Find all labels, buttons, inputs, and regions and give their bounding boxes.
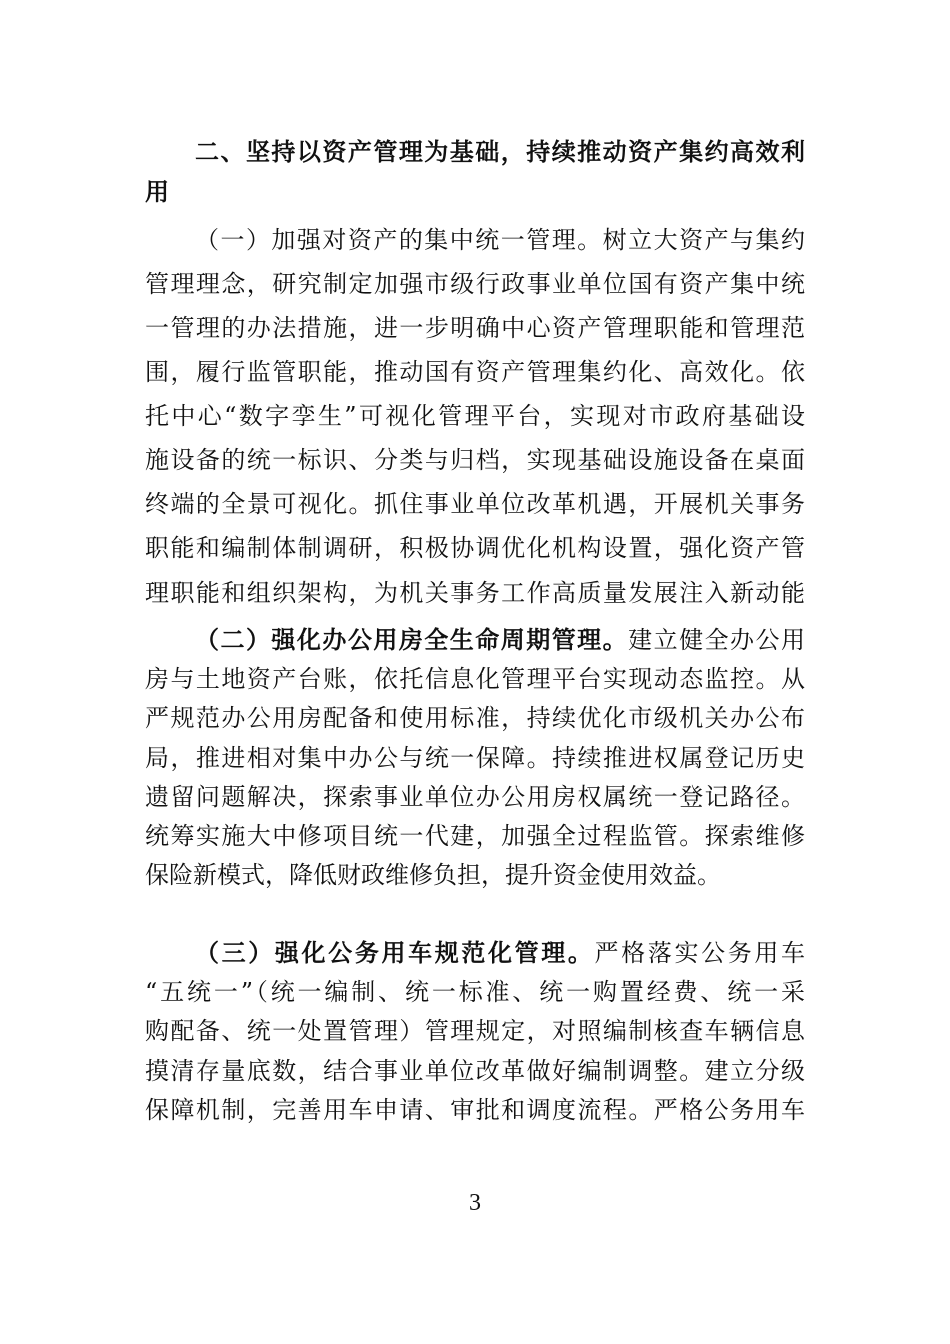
paragraph-line: 保障机制，完善用车申请、审批和调度流程。严格公务用车 [145,1096,805,1124]
paragraph-line: 房与土地资产台账，依托信息化管理平台实现动态监控。从 [145,665,805,693]
paragraph-line: 管理理念，研究制定加强市级行政事业单位国有资产集中统 [145,270,805,298]
paragraph-line: 购配备、统一处置管理）管理规定，对照编制核查车辆信息 [145,1017,805,1045]
paragraph-3-text: 严格落实公务用车 [594,939,806,967]
paragraph-line: 保险新模式，降低财政维修负担，提升资金使用效益。 [145,861,721,889]
paragraph-line: 终端的全景可视化。抓住事业单位改革机遇，开展机关事务 [145,490,805,518]
paragraph-3-first-line [195,938,805,968]
paragraph-line: 遗留问题解决，探索事业单位办公用房权属统一登记路径。 [145,783,805,811]
paragraph-line: 理职能和组织架构，为机关事务工作高质量发展注入新动能 [145,579,805,607]
paragraph-3-lead: （三）强化公务用车规范化管理。 [195,938,595,967]
section-heading-line-1: 二、坚持以资产管理为基础，持续推动资产集约高效利 [195,138,805,166]
paragraph-line: 托中心“数字孪生”可视化管理平台，实现对市政府基础设 [145,402,805,430]
paragraph-1-text: 树立大资产与集约 [602,226,806,254]
paragraph-line: 局，推进相对集中办公与统一保障。持续推进权属登记历史 [145,744,805,772]
paragraph-line: 严规范办公用房配备和使用标准，持续优化市级机关办公布 [145,704,805,732]
paragraph-line: 职能和编制体制调研，积极协调优化机构设置，强化资产管 [145,534,805,562]
paragraph-line: “五统一”（统一编制、统一标准、统一购置经费、统一采 [145,978,805,1006]
paragraph-1-lead: （一）加强对资产的集中统一管理。 [195,226,603,254]
paragraph-2-lead: （二）强化办公用房全生命周期管理。 [195,625,629,654]
paragraph-2-first-line [195,625,805,655]
paragraph-line: 统筹实施大中修项目统一代建，加强全过程监管。探索维修 [145,822,805,850]
page-number: 3 [469,1190,481,1216]
paragraph-line: 摸清存量底数，结合事业单位改革做好编制调整。建立分级 [145,1057,805,1085]
paragraph-line: 围，履行监管职能，推动国有资产管理集约化、高效化。依 [145,358,805,386]
paragraph-2-text: 建立健全办公用 [628,626,806,654]
section-heading-line-2: 用 [145,178,169,206]
paragraph-1-first-line [195,225,805,255]
paragraph-line: 一管理的办法措施，进一步明确中心资产管理职能和管理范 [145,314,805,342]
paragraph-line: 施设备的统一标识、分类与归档，实现基础设施设备在桌面 [145,446,805,474]
